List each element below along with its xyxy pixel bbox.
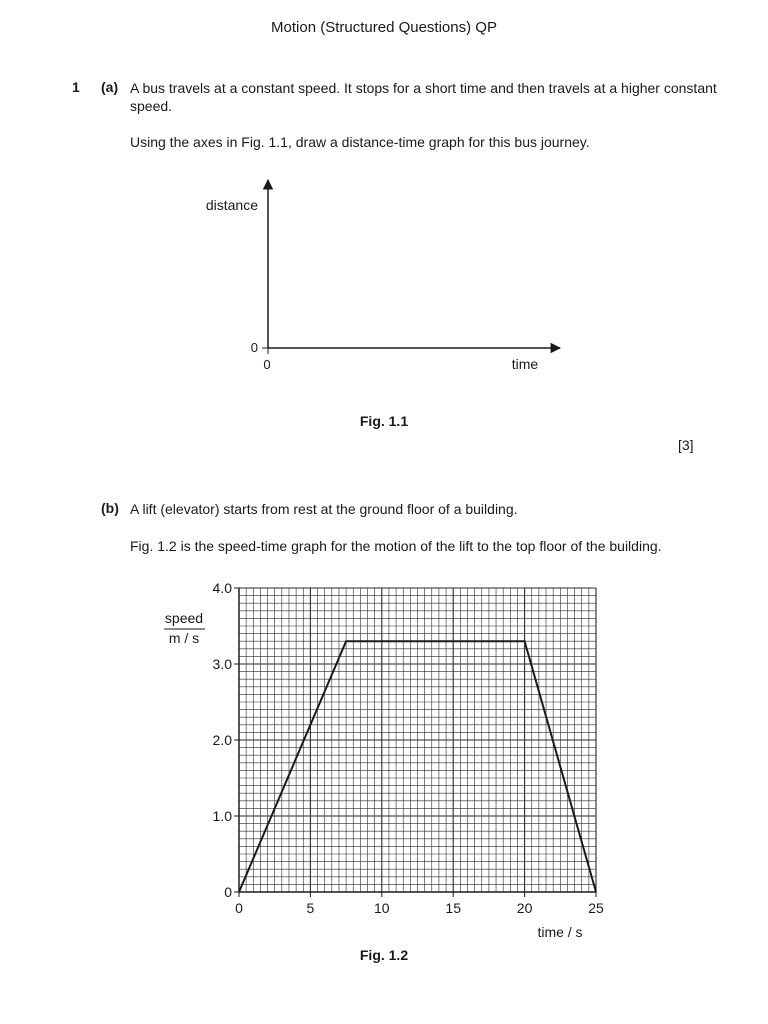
part-b-label: (b) <box>101 500 119 516</box>
part-a-text-line1: A bus travels at a constant speed. It stops for a short time and then travels at a higher constant <box>130 80 717 96</box>
fig-1-1-y-origin: 0 <box>250 340 258 355</box>
fig-1-1-caption: Fig. 1.1 <box>359 413 409 429</box>
chart-ylabel-top: speed <box>164 610 204 626</box>
chart-xlabel: time / s <box>537 924 583 940</box>
x-tick-label: 0 <box>235 900 243 916</box>
fig-1-1-y-label: distance <box>205 197 258 213</box>
fig-1-1-x-origin: 0 <box>263 357 271 372</box>
fig-1-2-caption: Fig. 1.2 <box>359 947 409 963</box>
part-b-instruction: Fig. 1.2 is the speed-time graph for the motion of the lift to the top floor of the building. <box>130 538 662 554</box>
y-tick-label: 4.0 <box>212 580 232 596</box>
part-a-instruction: Using the axes in Fig. 1.1, draw a distance-time graph for this bus journey. <box>130 134 590 150</box>
fig-1-2-speed-time-chart <box>0 560 768 950</box>
x-tick-label: 5 <box>306 900 315 916</box>
part-b-text: A lift (elevator) starts from rest at the ground floor of a building. <box>130 501 518 517</box>
chart-ticks <box>213 580 604 916</box>
part-a-label: (a) <box>101 79 119 95</box>
y-tick-label: 2.0 <box>212 732 232 748</box>
x-tick-label: 10 <box>374 900 390 916</box>
x-tick-label: 20 <box>516 900 533 916</box>
x-tick-label: 25 <box>588 900 604 916</box>
part-a-marks: [3] <box>678 437 694 453</box>
fig-1-1-x-label: time <box>511 356 539 372</box>
question-number: 1 <box>72 79 80 95</box>
y-tick-label: 1.0 <box>212 808 232 824</box>
chart-grid <box>239 588 596 892</box>
part-a-text-line2: speed. <box>130 98 173 114</box>
page-title: Motion (Structured Questions) QP <box>271 19 497 36</box>
y-tick-label: 3.0 <box>212 656 232 672</box>
x-tick-label: 15 <box>445 900 461 916</box>
chart-ylabel-bottom: m / s <box>168 630 200 646</box>
fig-1-1-axes <box>0 0 768 420</box>
y-tick-label: 0 <box>224 884 232 900</box>
